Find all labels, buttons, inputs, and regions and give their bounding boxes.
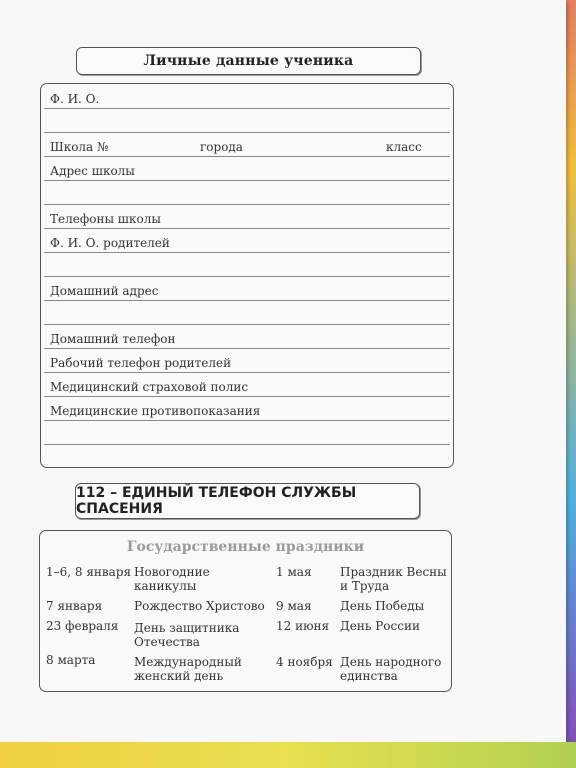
label-parents-work-phone: Рабочий телефон родителей [50, 356, 232, 370]
row-fio[interactable] [44, 84, 450, 109]
holiday-name: День народного единства [340, 655, 442, 683]
label-class: класс [386, 140, 422, 154]
holiday-date: 9 мая [276, 599, 312, 613]
holidays-title: Государственные праздники [126, 539, 365, 555]
label-parents-fio: Ф. И. О. родителей [50, 236, 170, 250]
cover-edge [0, 742, 576, 768]
label-home-address: Домашний адрес [50, 284, 159, 298]
row-school-address[interactable] [44, 156, 450, 181]
holiday-date: 12 июня [276, 619, 330, 633]
holiday-name: Праздник Весны и Труда [340, 565, 447, 593]
row-blank[interactable] [44, 420, 450, 445]
holiday-name: Международный женский день [134, 655, 242, 683]
row-blank[interactable] [44, 252, 450, 277]
personal-data-title [76, 47, 421, 75]
row-insurance[interactable] [44, 372, 450, 397]
holiday-name: День Победы [340, 599, 425, 613]
row-home-address[interactable] [44, 276, 450, 301]
personal-data-title-text: Личные данные ученика [143, 53, 354, 69]
row-school[interactable] [44, 132, 450, 157]
holiday-date: 1 мая [276, 565, 312, 579]
label-insurance: Медицинский страховой полис [50, 380, 249, 394]
label-home-phone: Домашний телефон [50, 332, 176, 346]
holiday-date: 7 января [46, 599, 103, 613]
row-school-phones[interactable] [44, 204, 450, 229]
row-contraindications[interactable] [44, 396, 450, 421]
holiday-name: День России [340, 619, 420, 633]
row-parents-work-phone[interactable] [44, 348, 450, 373]
label-city: города [200, 140, 243, 154]
holiday-date: 4 ноября [276, 655, 333, 669]
row-blank[interactable] [44, 108, 450, 133]
row-parents-fio[interactable] [44, 228, 450, 253]
personal-data-form [40, 83, 454, 468]
holiday-date: 1–6, 8 января [46, 565, 132, 579]
label-contraindications: Медицинские противопоказания [50, 404, 261, 418]
rescue-phone-text: 112 – ЕДИНЫЙ ТЕЛЕФОН СЛУЖБЫ СПАСЕНИЯ [76, 485, 357, 517]
label-school-no: Школа № [50, 140, 109, 154]
row-home-phone[interactable] [44, 324, 450, 349]
label-school-address: Адрес школы [50, 164, 135, 178]
holiday-name: Новогодние каникулы [134, 565, 210, 593]
holiday-date: 8 марта [46, 653, 96, 667]
label-school-phones: Телефоны школы [50, 212, 161, 226]
row-blank[interactable] [44, 300, 450, 325]
row-blank[interactable] [44, 180, 450, 205]
holiday-date: 23 февраля [46, 619, 119, 633]
label-fio: Ф. И. О. [50, 92, 100, 106]
holidays-box [39, 530, 452, 692]
holiday-name: Рождество Христово [134, 599, 265, 613]
holiday-name: День защитника Отечества [134, 621, 240, 649]
rescue-phone-banner [75, 483, 420, 519]
